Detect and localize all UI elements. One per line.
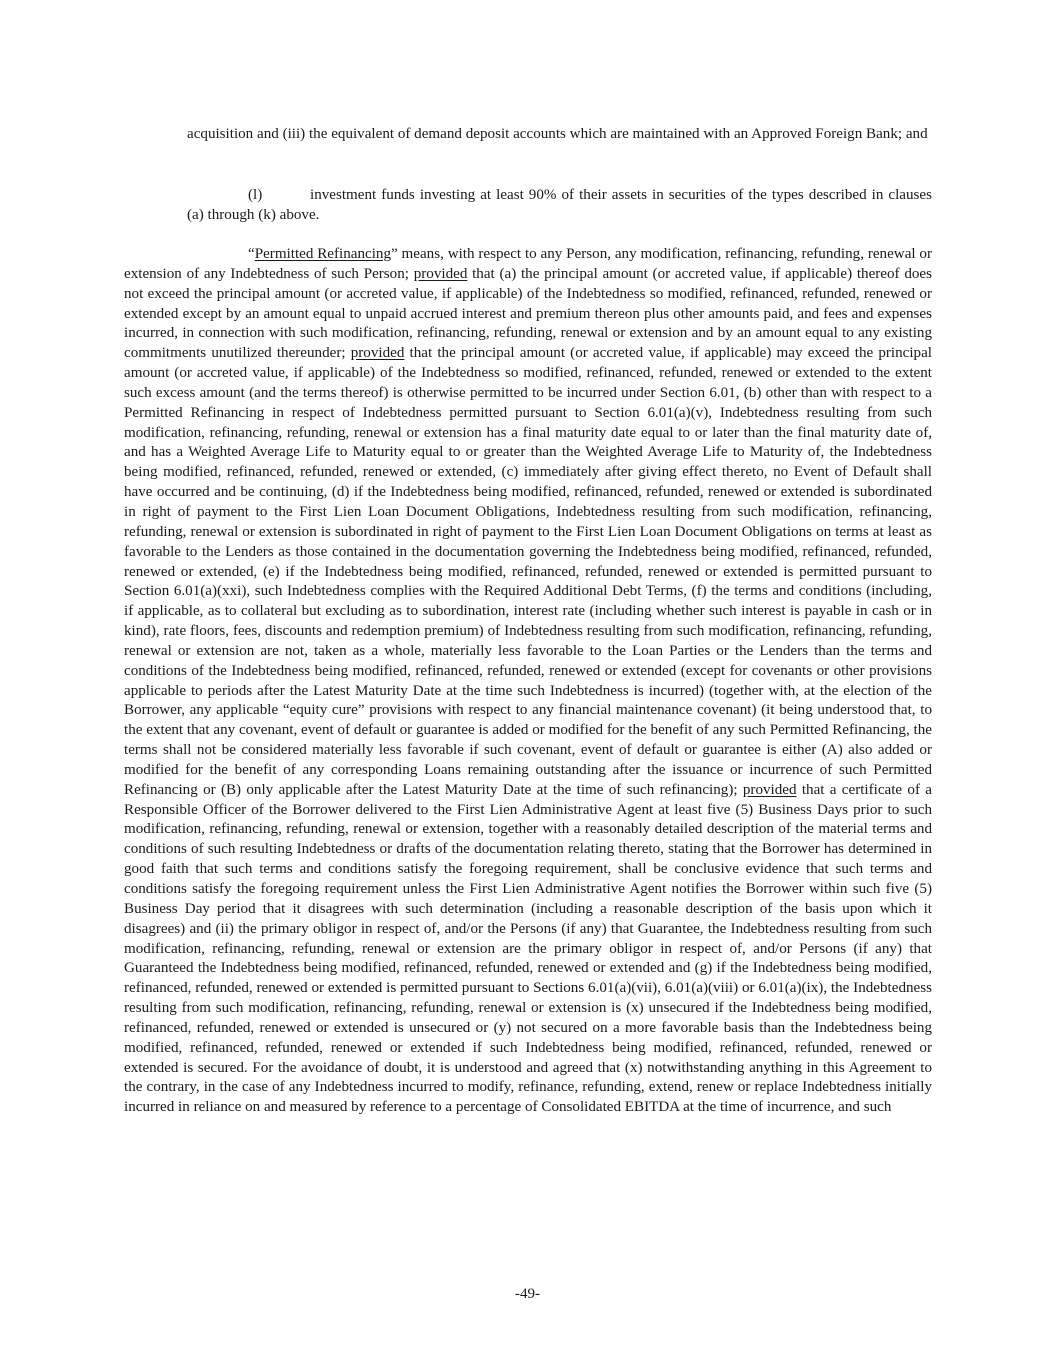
provided-term-2: provided (350, 345, 405, 362)
provided-term-1: provided (413, 265, 468, 282)
page-number: -49- (514, 1286, 541, 1302)
clause-label: (l) (248, 187, 263, 203)
open-quote: “ (248, 246, 255, 262)
paragraph-clause-l (187, 186, 932, 226)
defined-term: Permitted Refinancing (254, 246, 391, 262)
paragraph-clause-k-continuation: acquisition and (iii) the equivalent of demand deposit accounts which are maintained with an Approved Foreign Bank; and (187, 126, 928, 142)
definition-text-2: that (a) the principal amount (or accreted value, if applicable) thereof does not exceed the principal amount (or accreted value, if applicable) of the Indebtedness so modified, refinanced, refunded, renewed or extended except by an amount equal to unpaid accrued interest and premium thereon plus other amounts paid, and fees and expenses incurred, in connection with such modification, refinancing, refunding, renewal or extension and by an amount equal to any existing commitments unutilized thereunder; (124, 265, 932, 362)
definition-text-4: that a certificate of a Responsible Officer of the Borrower delivered to the First Lien Administrative Agent at least five (5) Business Days prior to such modification, refinancing, refunding, renewal or extension, together with a reasonably detailed description of the material terms and conditions of such resulting Indebtedness or drafts of the documentation relating thereto, stating that the Borrower has determined in good faith that such terms and conditions satisfy the foregoing requirement, shall be conclusive evidence that such terms and conditions satisfy the foregoing requirement unless the First Lien Administrative Agent notifies the Borrower within such five (5) Business Day period that it disagrees with such determination (including a reasonable description of the basis upon which it disagrees) and (ii) the primary obligor in respect of, and/or the Persons (if any) that Guarantee, the Indebtedness resulting from such modification, refinancing, refunding, renewal or extension are the primary obligor in respect of, and/or Persons (if any) that Guaranteed the Indebtedness being modified, refinanced, refunded, renewed or extended and (g) if the Indebtedness being modified, refinanced, refunded, renewed or extended is permitted pursuant to Sections 6.01(a)(vii), 6.01(a)(viii) or 6.01(a)(ix), the Indebtedness resulting from such modification, refinancing, refunding, renewal or extension is (x) unsecured if the Indebtedness being modified, refinanced, refunded, renewed or extended is unsecured or (y) not secured on a more favorable basis than the Indebtedness being modified, refinanced, refunded, renewed or extended if such Indebtedness being modified, refinanced, refunded, renewed or extended is secured. For the avoidance of doubt, it is understood and agreed that (x) notwithstanding anything in this Agreement to the contrary, in the case of any Indebtedness incurred to modify, refinance, refunding, extend, renew or replace Indebtedness initially incurred in reliance on and measured by reference to a percentage of Consolidated EBITDA at the time of incurrence, and such (124, 781, 933, 1116)
provided-term-3: provided (742, 781, 797, 798)
definition-text-3: that the principal amount (or accreted value, if applicable) may exceed the principal amount (or accreted value, if applicable) of the Indebtedness so modified, refinanced, refunded, renewed or extended to the extent such excess amount (and the terms thereof) is otherwise permitted to be incurred under Section 6.01, (b) other than with respect to a Permitted Refinancing in respect of Indebtedness permitted pursuant to Section 6.01(a)(v), Indebtedness resulting from such modification, refinancing, refunding, renewal or extension has a final maturity date equal to or later than the final maturity date of, and has a Weighted Average Life to Maturity equal to or greater than the Weighted Average Life to Maturity of, the Indebtedness being modified, refinanced, refunded, renewed or extended, (c) immediately after giving effect thereto, no Event of Default shall have occurred and be continuing, (d) if the Indebtedness being modified, refinanced, refunded, renewed or extended is subordinated in right of payment to the First Lien Loan Document Obligations, Indebtedness resulting from such modification, refinancing, refunding, renewal or extension is subordinated in right of payment to the First Lien Loan Document Obligations on terms at least as favorable to the Lenders as those contained in the documentation governing the Indebtedness being modified, refinanced, refunded, renewed or extended, (e) if the Indebtedness being modified, refinanced, refunded, renewed or extended is permitted pursuant to Section 6.01(a)(xxi), such Indebtedness complies with the Required Additional Debt Terms, (f) the terms and conditions (including, if applicable, as to collateral but excluding as to subordination, interest rate (including whether such interest is payable in cash or in kind), rate floors, fees, discounts and redemption premium) of Indebtedness resulting from such modification, refinancing, refunding, renewal or extension are not, taken as a whole, materially less favorable to the Loan Parties or the Lenders than the terms and conditions of the Indebtedness being modified, refinanced, refunded, renewed or extended (except for covenants or other provisions applicable to periods after the Latest Maturity Date at the time such Indebtedness is incurred) (together with, at the election of the Borrower, any applicable “equity cure” provisions with respect to any financial maintenance covenant) (it being understood that, to the extent that any covenant, event of default or guarantee is added or modified for the benefit of any such Permitted Refinancing, the terms shall not be considered materially less favorable if such covenant, event of default or guarantee is either (A) also added or modified for the benefit of any corresponding Loans remaining outstanding after the issuance or incurrence of such Permitted Refinancing or (B) only applicable after the Latest Maturity Date at the time of such refinancing); (124, 345, 932, 798)
paragraph-permitted-refinancing (124, 245, 932, 1118)
clause-text: investment funds investing at least 90% of their assets in securities of the types described in clauses (a) through (k) above. (187, 187, 932, 223)
definition-text-1: ” means, with respect to any Person, any modification, refinancing, refunding, renewal or extension of any Indebtedness of such Person; (124, 246, 933, 282)
